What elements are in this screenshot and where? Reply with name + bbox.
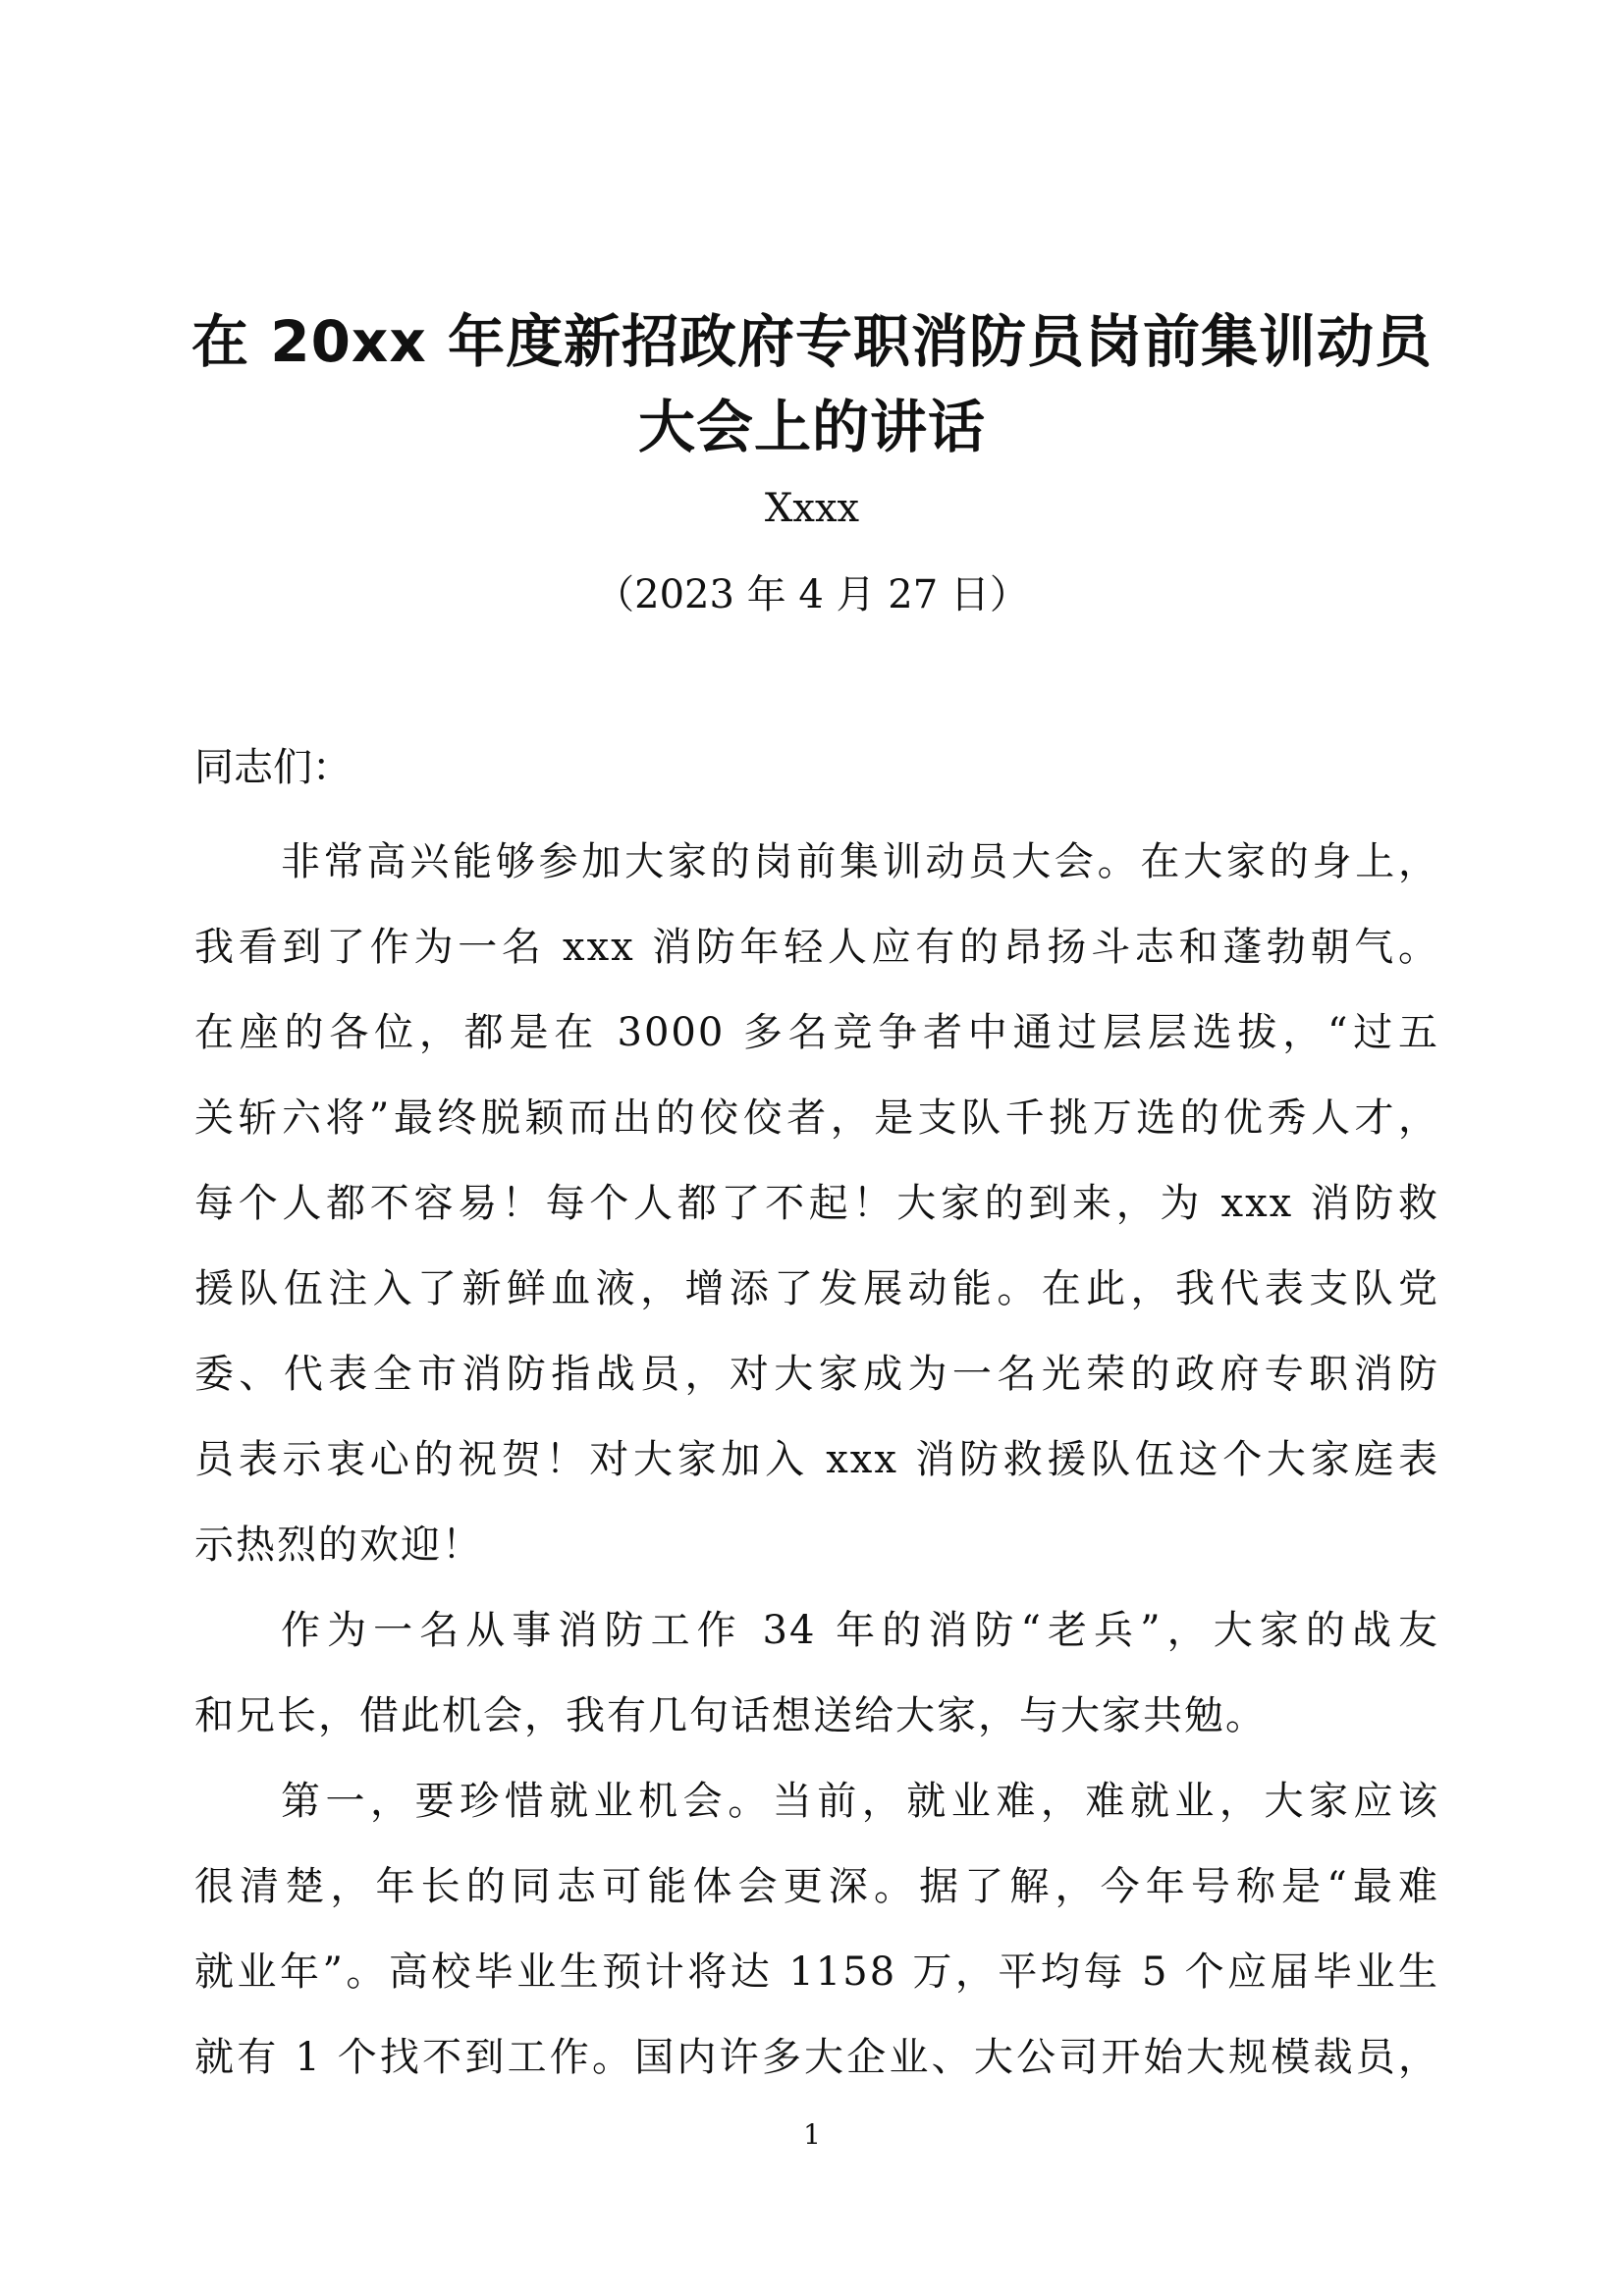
title-line-1: 在 20xx 年度新招政府专职消防员岗前集训动员	[191, 308, 1433, 375]
paragraph-1-line-8: 员表示衷心的祝贺！对大家加入 xxx 消防救援队伍这个大家庭表	[194, 1437, 1439, 1482]
body-text	[194, 820, 1439, 2101]
paragraph-2-line-2: 和兄长，借此机会，我有几句话想送给大家，与大家共勉。	[194, 1693, 1267, 1738]
paragraph-1-line-5: 每个人都不容易！每个人都了不起！大家的到来，为 xxx 消防救	[194, 1181, 1439, 1226]
salutation: 同志们：	[194, 745, 352, 790]
page-number: 1	[803, 2118, 821, 2151]
paragraph-3-line-4: 就有 1 个找不到工作。国内许多大企业、大公司开始大规模裁员，	[194, 2035, 1439, 2080]
paragraph-1-line-3: 在座的各位，都是在 3000 多名竞争者中通过层层选拔，“过五	[194, 1010, 1439, 1055]
paragraph-1-line-4: 关斩六将”最终脱颖而出的佼佼者，是支队千挑万选的优秀人才，	[194, 1095, 1439, 1141]
paragraph-2-line-1: 作为一名从事消防工作 34 年的消防“老兵”，大家的战友	[281, 1608, 1439, 1653]
paragraph-3-line-1: 第一，要珍惜就业机会。当前，就业难，难就业，大家应该	[281, 1779, 1439, 1824]
paragraph-1-line-6: 援队伍注入了新鲜血液，增添了发展动能。在此，我代表支队党	[194, 1266, 1439, 1311]
title-line-2: 大会上的讲话	[637, 394, 986, 460]
author: Xxxx	[764, 486, 860, 531]
paragraph-3-line-2: 很清楚，年长的同志可能体会更深。据了解，今年号称是“最难	[194, 1864, 1439, 1909]
paragraph-1-line-9: 示热烈的欢迎！	[194, 1522, 483, 1568]
paragraph-1-line-7: 委、代表全市消防指战员，对大家成为一名光荣的政府专职消防	[194, 1352, 1439, 1397]
paragraph-1-line-1: 非常高兴能够参加大家的岗前集训动员大会。在大家的身上，	[281, 839, 1439, 884]
paragraph-1-line-2: 我看到了作为一名 xxx 消防年轻人应有的昂扬斗志和蓬勃朝气。	[194, 925, 1439, 970]
paragraph-3-line-3: 就业年”。高校毕业生预计将达 1158 万，平均每 5 个应届毕业生	[194, 1949, 1439, 1995]
speech-date: （2023 年 4 月 27 日）	[595, 572, 1029, 617]
